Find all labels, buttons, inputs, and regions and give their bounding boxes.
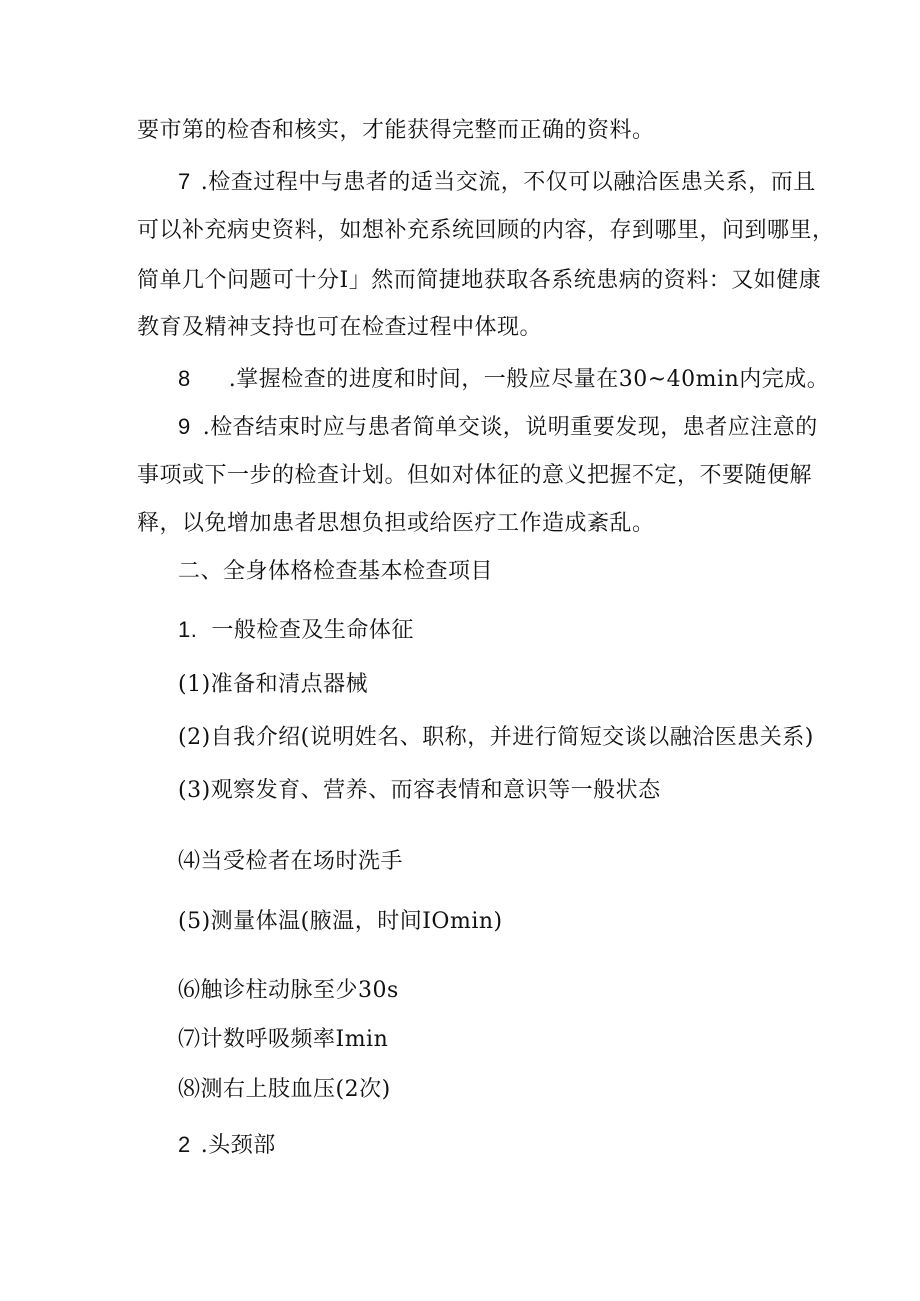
step-item — [178, 1075, 391, 1105]
subsection-2-heading — [178, 1130, 276, 1161]
item-7-line-2 — [137, 216, 835, 246]
item-text: 事项或下一步的检查计划。但如对体征的意义把握不定，不要随便解 — [137, 463, 813, 488]
step-text: (5)测量体温(腋温，时间IOmin) — [178, 909, 503, 934]
item-number: 9 — [178, 414, 191, 439]
paragraph-continuation — [137, 116, 655, 146]
subsection-number: 1. — [178, 617, 198, 642]
step-text: (1)准备和清点器械 — [178, 672, 369, 697]
section-title: 二、全身体格检查基本检查项目 — [178, 559, 494, 584]
item-number: 7 — [178, 169, 191, 194]
item-9-line-3 — [137, 509, 655, 539]
subsection-title: .头颈部 — [200, 1133, 276, 1158]
subsection-number: 2 — [178, 1132, 191, 1157]
step-item — [178, 907, 503, 937]
item-7-line-3 — [137, 266, 821, 296]
step-text: ⑻测右上肢血压(2次) — [178, 1077, 391, 1102]
item-number: 8 — [178, 366, 191, 391]
step-item — [178, 776, 661, 806]
item-text: 教育及精神支持也可在检查过程中体现。 — [137, 315, 543, 340]
step-item — [178, 976, 399, 1006]
item-8 — [178, 364, 829, 395]
subsection-1-heading — [178, 615, 414, 646]
item-text: .检杳结束时应与患者简单交谈，说明重要发现，患者应注意的 — [202, 415, 818, 440]
step-text: ⑺计数呼吸频率Imin — [178, 1027, 389, 1052]
section-heading — [178, 557, 493, 587]
item-text: 释，以免增加患者思想负担或给医疗工作造成紊乱。 — [137, 511, 655, 536]
step-text: (3)观察发育、营养、而容表情和意识等一般状态 — [178, 778, 661, 803]
step-item — [178, 670, 368, 700]
item-text: 简单几个问题可十分I」然而简捷地获取各系统患病的资料：又如健康 — [137, 268, 822, 293]
item-7-line-4 — [137, 313, 542, 343]
step-text: ⑷当受检者在场时洗手 — [178, 849, 404, 874]
step-item — [178, 1025, 388, 1055]
subsection-title: 一般检查及生命体征 — [211, 618, 414, 643]
step-item — [178, 723, 814, 753]
paragraph-text: 要市第的检杳和核实，才能获得完整而正确的资料。 — [137, 118, 655, 143]
step-text: ⑹触诊柱动脉至少30s — [178, 978, 399, 1003]
item-9-line-2 — [137, 461, 812, 491]
item-7-line-1 — [178, 167, 816, 198]
item-9-line-1 — [178, 412, 818, 443]
item-text: 可以补充病史资料，如想补充系统回顾的内容，存到哪里，问到哪里， — [137, 218, 835, 243]
step-text: (2)自我介绍(说明姓名、职称，并进行简短交谈以融洽医患关系) — [178, 725, 814, 750]
item-text: .掌握检查的进度和时间，一般应尽量在30~40min内完成。 — [228, 367, 830, 392]
item-text: .检查过程中与患者的适当交流，不仅可以融洽医患关系，而且 — [200, 170, 816, 195]
step-item — [178, 847, 403, 877]
